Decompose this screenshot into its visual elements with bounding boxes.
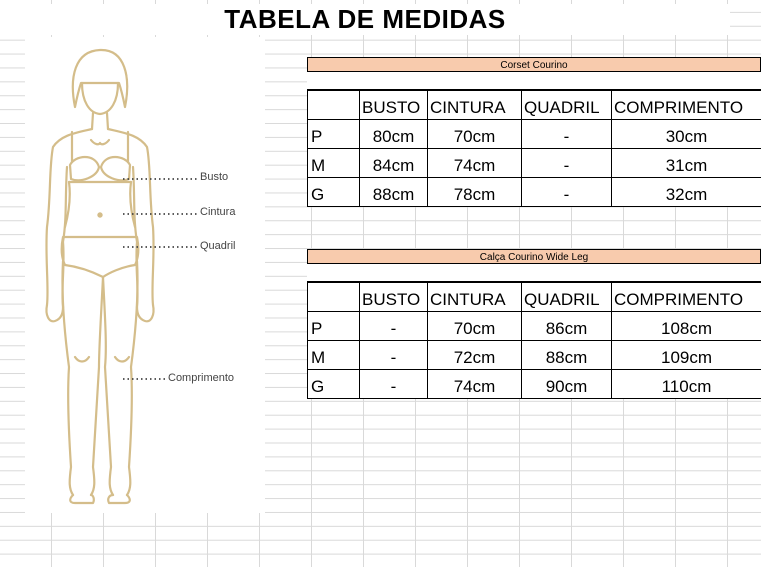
table-cell: 70cm	[428, 312, 522, 341]
column-header	[308, 283, 360, 312]
column-header-quadril: QUADRIL	[522, 91, 612, 120]
table-cell: -	[360, 370, 428, 399]
size-table-corset	[307, 57, 761, 207]
column-header	[308, 91, 360, 120]
column-header-busto: BUSTO	[360, 91, 428, 120]
table-cell: 70cm	[428, 120, 522, 149]
table-header-row	[308, 283, 761, 312]
table-cell: 90cm	[522, 370, 612, 399]
column-header-comprimento: COMPRIMENTO	[612, 283, 761, 312]
table-cell: 30cm	[612, 120, 761, 149]
table-row	[308, 120, 761, 149]
table-cell: 88cm	[360, 178, 428, 207]
table-cell: 84cm	[360, 149, 428, 178]
table-row	[308, 312, 761, 341]
table-cell: 88cm	[522, 341, 612, 370]
column-header-busto: BUSTO	[360, 283, 428, 312]
size-cell: P	[308, 120, 360, 149]
busto-label: Busto	[200, 171, 229, 183]
table-cell: 108cm	[612, 312, 761, 341]
column-header-cintura: CINTURA	[428, 283, 522, 312]
table-cell: 74cm	[428, 149, 522, 178]
size-cell: M	[308, 341, 360, 370]
size-cell: M	[308, 149, 360, 178]
table-cell: 78cm	[428, 178, 522, 207]
column-header-comprimento: COMPRIMENTO	[612, 91, 761, 120]
size-cell: P	[308, 312, 360, 341]
size-cell: G	[308, 178, 360, 207]
quadril-label: Quadril	[200, 240, 236, 252]
body-measurement-figure	[25, 37, 265, 513]
table-spacer	[307, 264, 761, 282]
table-cell: 86cm	[522, 312, 612, 341]
column-header-quadril: QUADRIL	[522, 283, 612, 312]
table-cell: -	[522, 149, 612, 178]
table-row	[308, 341, 761, 370]
table-cell: 109cm	[612, 341, 761, 370]
table-cell: -	[360, 341, 428, 370]
table-cell: -	[522, 120, 612, 149]
table-cell: 32cm	[612, 178, 761, 207]
table-title: Corset Courino	[307, 57, 761, 72]
table-title: Calça Courino Wide Leg	[307, 249, 761, 264]
table-row	[308, 149, 761, 178]
table-spacer	[307, 72, 761, 90]
size-cell: G	[308, 370, 360, 399]
page-title: TABELA DE MEDIDAS	[0, 4, 730, 35]
body-outline-illustration	[25, 37, 265, 513]
cintura-label: Cintura	[200, 206, 236, 218]
table-cell: 74cm	[428, 370, 522, 399]
table-row	[308, 178, 761, 207]
table-cell: 80cm	[360, 120, 428, 149]
table-cell: -	[522, 178, 612, 207]
size-table-calca	[307, 249, 761, 399]
comprimento-label: Comprimento	[168, 372, 235, 384]
size-table	[307, 282, 761, 399]
table-cell: -	[360, 312, 428, 341]
table-cell: 72cm	[428, 341, 522, 370]
size-table	[307, 90, 761, 207]
table-row	[308, 370, 761, 399]
column-header-cintura: CINTURA	[428, 91, 522, 120]
table-cell: 110cm	[612, 370, 761, 399]
table-cell: 31cm	[612, 149, 761, 178]
table-header-row	[308, 91, 761, 120]
